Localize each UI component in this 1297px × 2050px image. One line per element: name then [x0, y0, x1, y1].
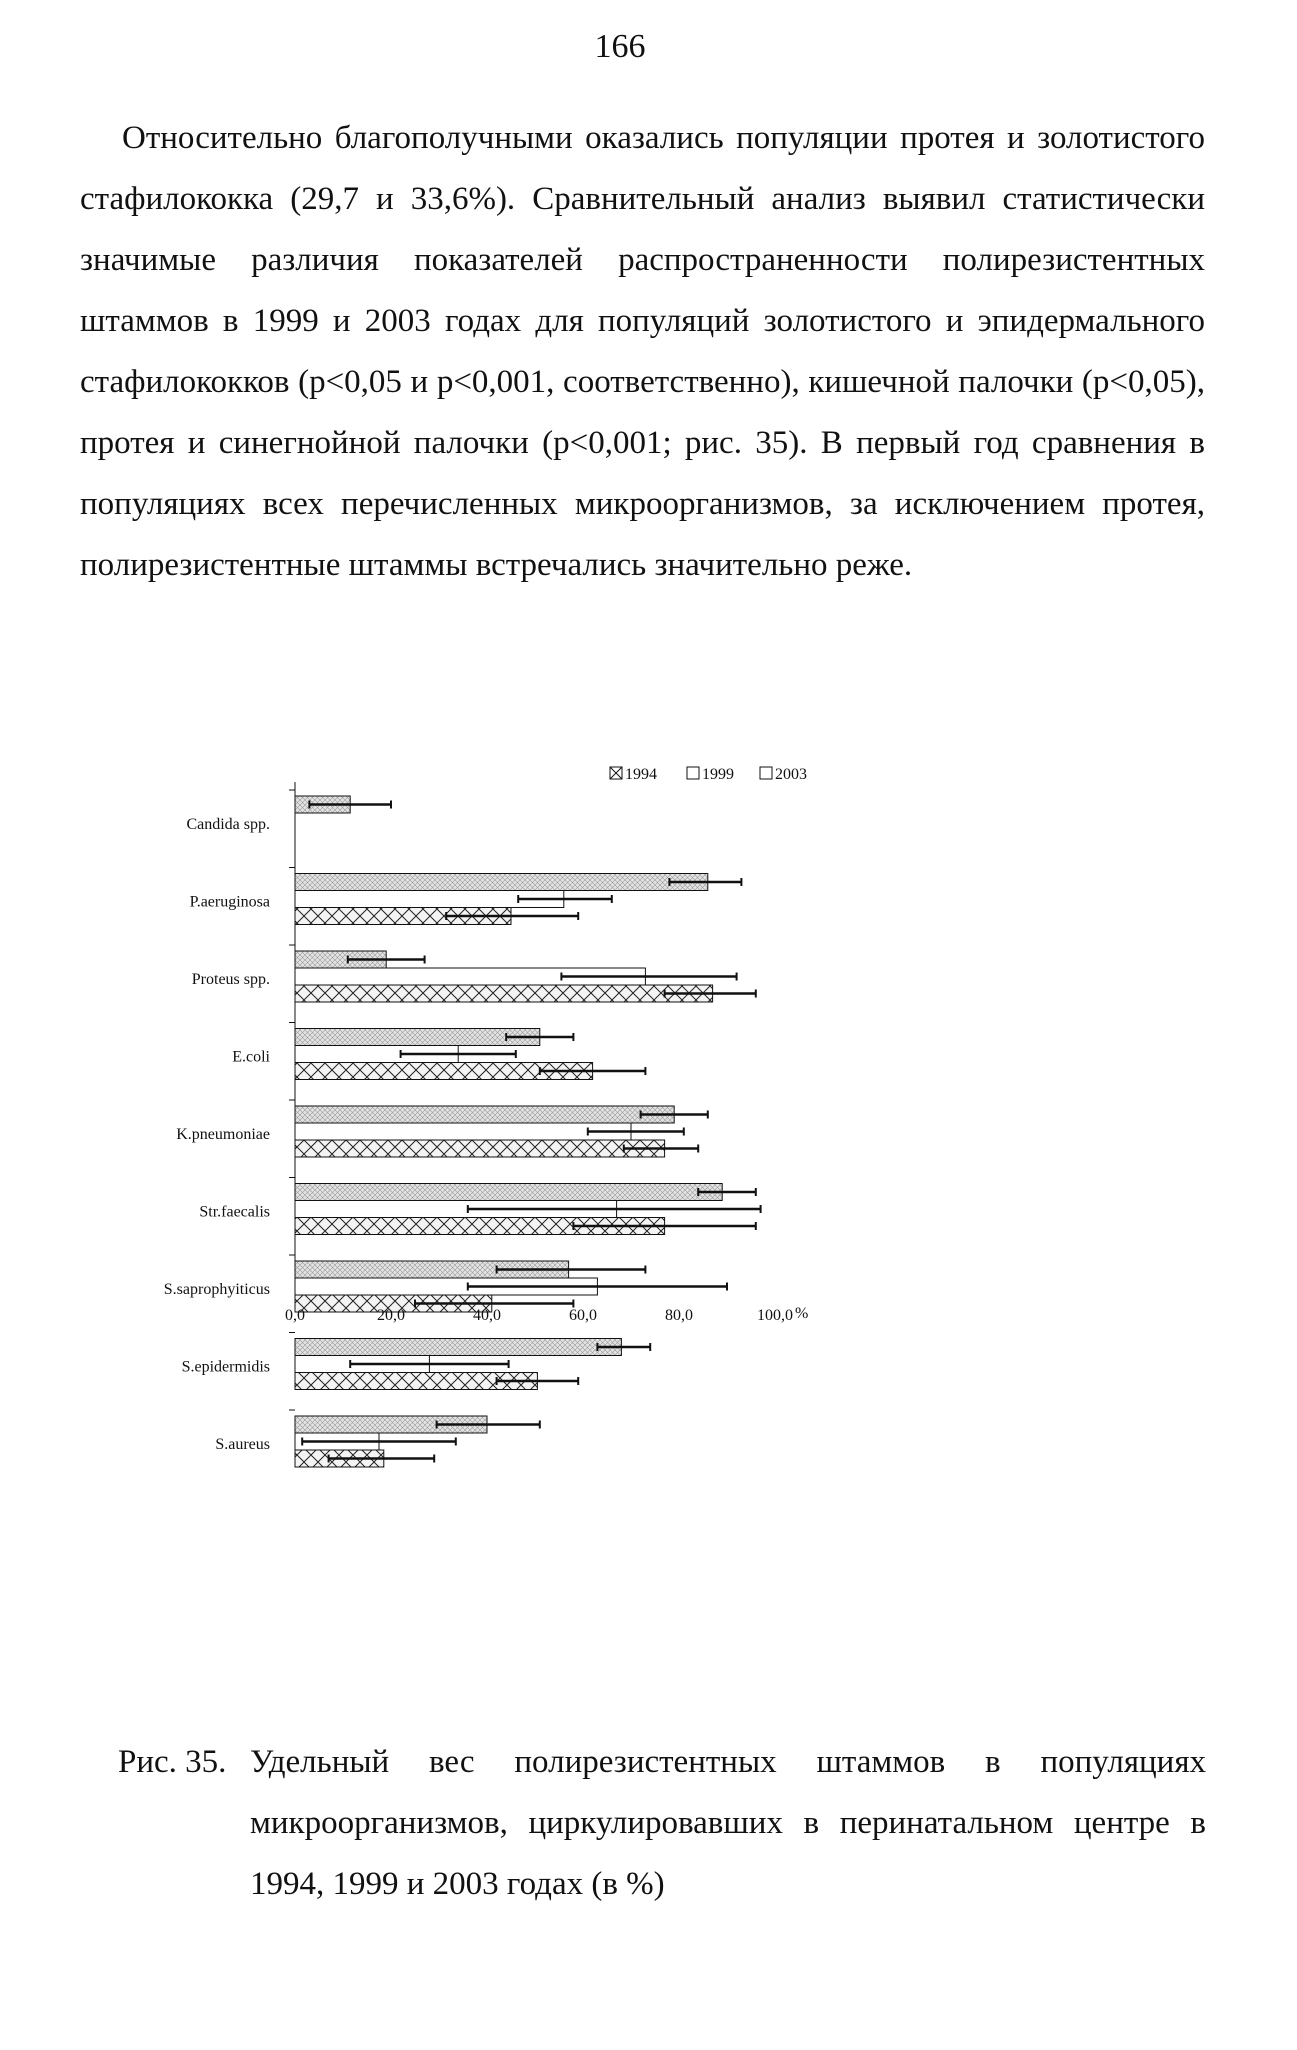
category-label-p-aeruginosa: P.aeruginosa [189, 893, 270, 911]
category-label-e-coli: E.coli [232, 1048, 270, 1066]
x-tick-label-1: 20,0 [377, 1307, 405, 1324]
category-label-s-epidermidis: S.epidermidis [181, 1358, 270, 1376]
legend-label-1999: 1999 [702, 766, 734, 783]
chart-plot-area [164, 766, 809, 1467]
bar-chart [150, 720, 1150, 1720]
caption-label: Рис. 35. [118, 1744, 227, 1780]
category-label-s-saprophyiticus: S.saprophyiticus [163, 1281, 270, 1298]
legend-label-1994: 1994 [625, 766, 657, 783]
bar-2003-proteus-spp [295, 985, 713, 1002]
legend-swatch-1999 [687, 767, 699, 779]
x-tick-label-5: 100,0 [757, 1307, 793, 1324]
x-tick-label-3: 60,0 [569, 1307, 597, 1324]
category-label-str-faecalis: Str.faecalis [199, 1203, 270, 1221]
x-tick-label-4: 80,0 [665, 1307, 693, 1324]
page-number: 166 [594, 28, 646, 65]
x-unit-label: % [795, 1305, 809, 1322]
caption-text: Удельный вес полирезистентных штаммов в популяциях микроорганизмов, циркулировавших в перинатальном центре в 1994, 1999 и 2003 годах (в %) [250, 1744, 1206, 1902]
category-label-candida-spp: Candida spp. [186, 816, 270, 833]
category-label-s-aureus: S.aureus [215, 1436, 270, 1453]
bar-1994-s-epidermidis [295, 1339, 621, 1356]
bar-1994-str-faecalis [295, 1184, 722, 1201]
bar-2003-k-pneumoniae [295, 1140, 665, 1157]
bar-1994-e-coli [295, 1029, 540, 1046]
bar-1994-p-aeruginosa [295, 874, 708, 891]
body-paragraph: Относительно благополучными оказались популяции протея и золотистого стафилококка (29,7 и 33,6%). Сравнительный анализ выявил статистически значимые различия показателей распространенности полирезистентных штаммов в 1999 и 2003 годах для популяций золотистого и эпидермального стафилококков (p<0,05 и p<0,001, соответственно), кишечной палочки (p<0,05), протея и синегнойной палочки (p<0,001; рис. 35). В первый год сравнения в популяциях всех перечисленных микроорганизмов, за исключением протея, полирезистентные штаммы встречались значительно реже. [80, 120, 1205, 583]
x-tick-label-2: 40,0 [473, 1307, 501, 1324]
category-label-proteus-spp: Proteus spp. [191, 971, 270, 988]
legend-label-2003: 2003 [775, 766, 807, 783]
chart-svg [150, 720, 1150, 1720]
bar-1999-k-pneumoniae [295, 1123, 631, 1140]
legend-swatch-2003 [760, 767, 772, 779]
bar-1994-k-pneumoniae [295, 1106, 674, 1123]
category-label-k-pneumoniae: K.pneumoniae [176, 1126, 270, 1143]
x-tick-label-0: 0,0 [285, 1307, 305, 1324]
